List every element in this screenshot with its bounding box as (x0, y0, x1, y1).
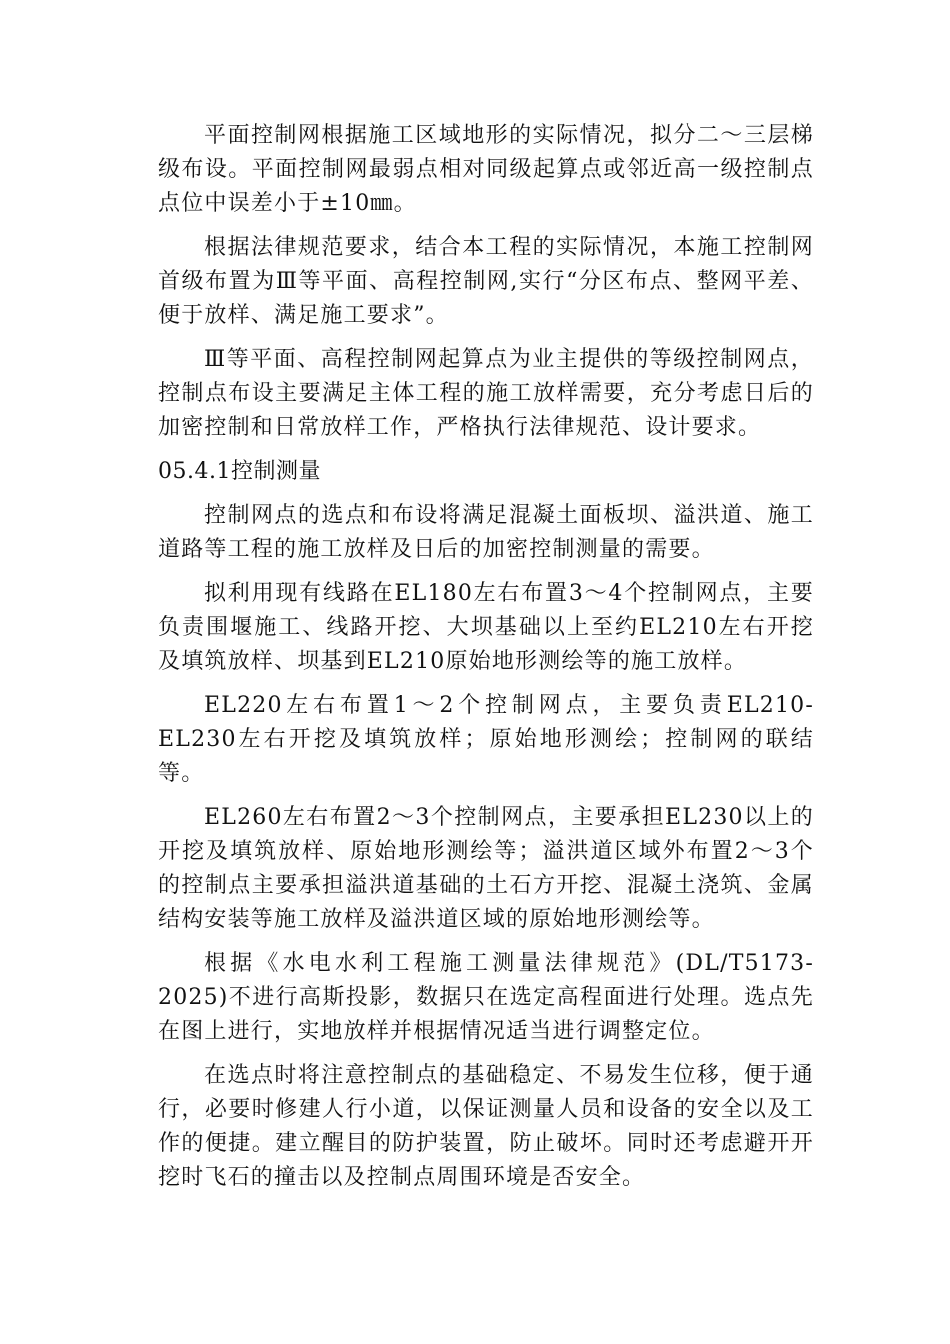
document-body (158, 119, 814, 1205)
paragraph-standard-reference: 根据《水电水利工程施工测量法律规范》(DL/T5173-2025)不进行高斯投影，数据只在选定高程面进行处理。选点先在图上进行，实地放样并根据情况适当进行调整定位。 (158, 951, 814, 1044)
section-heading: 05.4.1控制测量 (158, 459, 321, 484)
paragraph-el260-points: EL260左右布置2～3个控制网点，主要承担EL230以上的开挖及填筑放样、原始地形测绘等；溢洪道区域外布置2～3个的控制点主要承担溢洪道基础的土石方开挖、混凝土浇筑、金属结构安装等施工放样及溢洪道区域的原始地形测绘等。 (158, 805, 814, 932)
paragraph-starting-points: Ⅲ等平面、高程控制网起算点为业主提供的等级控制网点，控制点布设主要满足主体工程的施工放样需要，充分考虑日后的加密控制和日常放样工作，严格执行法律规范、设计要求。 (158, 347, 814, 440)
paragraph-site-safety: 在选点时将注意控制点的基础稳定、不易发生位移，便于通行，必要时修建人行小道，以保证测量人员和设备的安全以及工作的便捷。建立醒目的防护装置，防止破坏。同时还考虑避开开挖时飞石的撞击以及控制点周围环境是否安全。 (158, 1063, 814, 1190)
paragraph-el180-points: 拟利用现有线路在EL180左右布置3～4个控制网点，主要负责围堰施工、线路开挖、大坝基础以上至约EL210左右开挖及填筑放样、坝基到EL210原始地形测绘等的施工放样。 (158, 581, 814, 674)
paragraph-plane-control-network: 平面控制网根据施工区域地形的实际情况，拟分二～三层梯级布设。平面控制网最弱点相对同级起算点或邻近高一级控制点点位中误差小于±10㎜。 (158, 123, 814, 216)
paragraph-network-layout: 根据法律规范要求，结合本工程的实际情况，本施工控制网首级布置为Ⅲ等平面、高程控制网,实行“分区布点、整网平差、便于放样、满足施工要求”。 (158, 235, 814, 328)
paragraph-el220-points: EL220左右布置1～2个控制网点，主要负责EL210-EL230左右开挖及填筑放样；原始地形测绘；控制网的联结等。 (158, 693, 814, 786)
paragraph-site-selection: 控制网点的选点和布设将满足混凝土面板坝、溢洪道、施工道路等工程的施工放样及日后的加密控制测量的需要。 (158, 503, 814, 562)
